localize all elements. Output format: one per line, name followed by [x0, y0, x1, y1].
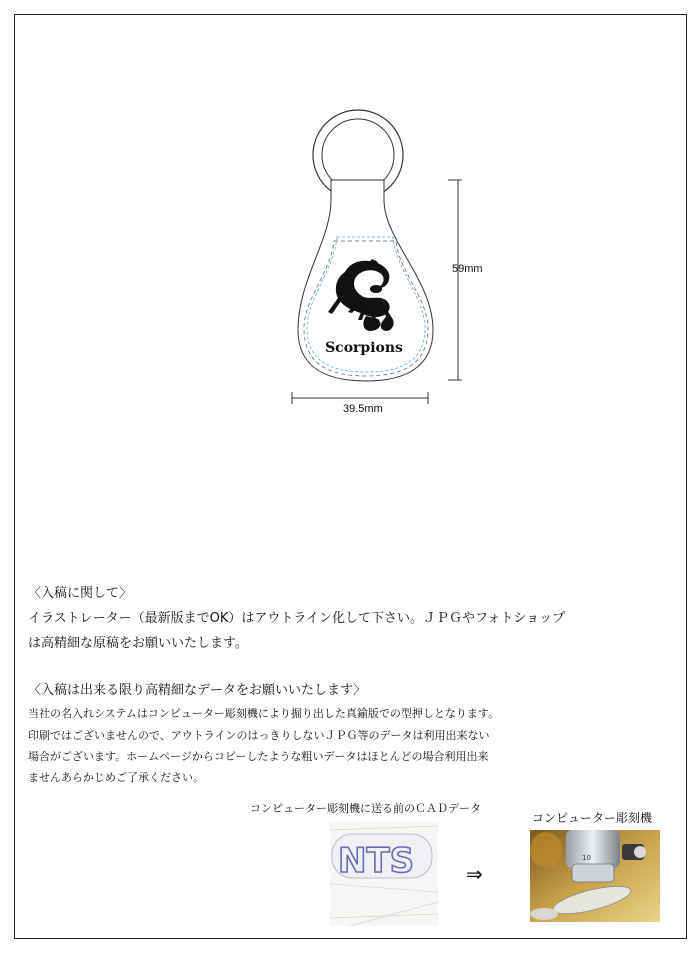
explanation-line: 当社の名入れシステムはコンピューター彫刻機により掘り出した真鍮版での型押しとなります。: [28, 707, 500, 720]
section-heading-submission: 〈入稿に関して〉: [28, 586, 133, 601]
section-heading-quality: 〈入稿は出来る限り高精細なデータをお願いいたします〉: [28, 683, 367, 698]
height-dimension-label: 59mm: [452, 263, 483, 275]
width-dimension-label: 39.5mm: [343, 403, 383, 415]
engraving-machine-photo: [530, 830, 660, 922]
cad-text: NTS: [338, 841, 415, 881]
cad-data-caption: コンピューター彫刻機に送る前のＣＡＤデータ: [250, 802, 481, 815]
keychain-diagram: [0, 0, 700, 440]
arrow-icon: ⇒: [466, 862, 483, 886]
explanation-line: 印刷ではございませんので、アウトラインのはっきりしないＪＰＧ等のデータは利用出来ない: [28, 729, 490, 742]
brand-name: Scorpions: [325, 340, 403, 356]
instruction-line: は高精細な原稿をお願いいたします。: [28, 636, 248, 651]
explanation-line: ませんあらかじめご了承ください。: [28, 771, 204, 784]
engraver-caption: コンピューター彫刻機: [532, 811, 653, 825]
explanation-line: 場合がございます。ホームページからコピーしたような粗いデータはほとんどの場合利用出来: [28, 750, 489, 763]
instruction-line: イラストレーター（最新版までOK）はアウトライン化して下さい。ＪＰＧやフォトショップ: [28, 611, 566, 626]
machine-dial-text: 10: [582, 854, 591, 862]
cad-data-image: [330, 822, 438, 926]
